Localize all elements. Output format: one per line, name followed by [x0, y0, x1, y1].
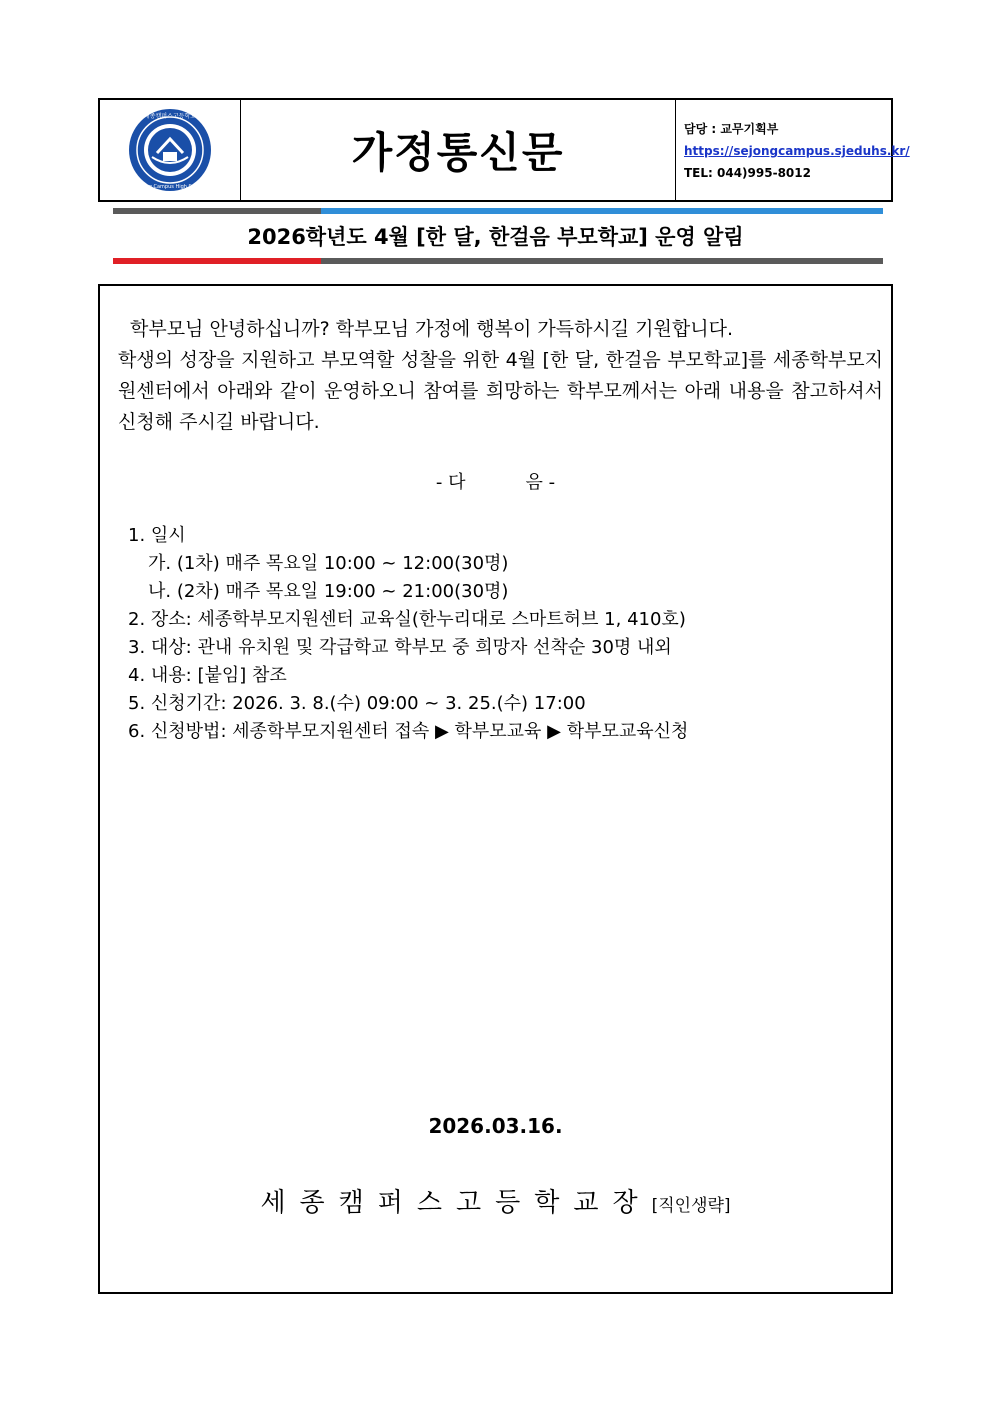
logo-cell [100, 100, 241, 200]
contact-info [676, 100, 910, 200]
logo-korean-text: 세종캠퍼스고등학교 [143, 113, 197, 120]
seal-note: [직인생략] [651, 1196, 731, 1216]
document-title-cell [241, 100, 676, 200]
header-box [98, 98, 910, 202]
notice-body [98, 284, 893, 1294]
list-item-method: 6. 신청방법: 세종학부모지원센터 접속 ▶ 학부모교육 ▶ 학부모교육신청 [128, 721, 689, 742]
signature [100, 1182, 891, 1219]
accent-segment-gray [321, 258, 883, 264]
bottom-accent-bar [113, 258, 883, 264]
list-item-period: 5. 신청기간: 2026. 3. 8.(수) 09:00 ~ 3. 25.(수) 17:00 [128, 693, 586, 714]
intro-paragraph [118, 314, 883, 438]
school-emblem-icon [127, 107, 213, 193]
notice-heading [100, 468, 891, 494]
intro-text: 학생의 성장을 지원하고 부모역할 성찰을 위한 4월 [한 달, 한걸음 부모학교]를 세종학부모지원센터에서 아래와 같이 운영하오니 참여를 희망하는 학부모께서는 아래 내용을 참고하셔서 신청해 주시길 바랍니다. [118, 349, 883, 433]
list-item-session-2: 나. (2차) 매주 목요일 19:00 ~ 21:00(30명) [148, 581, 509, 602]
list-item-location: 2. 장소: 세종학부모지원센터 교육실(한누리대로 스마트허브 1, 410호) [128, 609, 686, 630]
notice-heading-left: - 다 [435, 472, 466, 493]
top-accent-bar [113, 208, 883, 214]
accent-segment-red [113, 258, 321, 264]
document-title: 가정통신문 [351, 128, 565, 177]
accent-segment-blue [321, 208, 883, 214]
list-item-schedule: 1. 일시 [128, 525, 186, 546]
accent-segment-gray [113, 208, 321, 214]
phone-number: TEL: 044)995-8012 [684, 166, 811, 180]
notice-subtitle: 2026학년도 4월 [한 달, 한걸음 부모학교] 운영 알림 [247, 225, 744, 249]
school-url-link[interactable]: https://sejongcampus.sjeduhs.kr/ [684, 144, 910, 158]
greeting-line: 학부모님 안녕하십니까? 학부모님 가정에 행복이 가득하시길 기원합니다. [130, 318, 733, 340]
notice-heading-right: 음 - [525, 472, 556, 493]
list-item-target: 3. 대상: 관내 유치원 및 각급학교 학부모 중 희망자 선착순 30명 내외 [128, 637, 672, 658]
list-item-content: 4. 내용: [붙임] 참조 [128, 665, 287, 686]
notice-items [128, 522, 688, 746]
logo-english-text: Sejong Campus High School [134, 184, 206, 190]
issue-date: 2026.03.16. [428, 1114, 563, 1138]
principal-name: 세종캠퍼스고등학교장 [260, 1188, 652, 1218]
list-item-session-1: 가. (1차) 매주 목요일 10:00 ~ 12:00(30명) [148, 553, 509, 574]
department-label: 담당 : 교무기획부 [684, 122, 779, 136]
